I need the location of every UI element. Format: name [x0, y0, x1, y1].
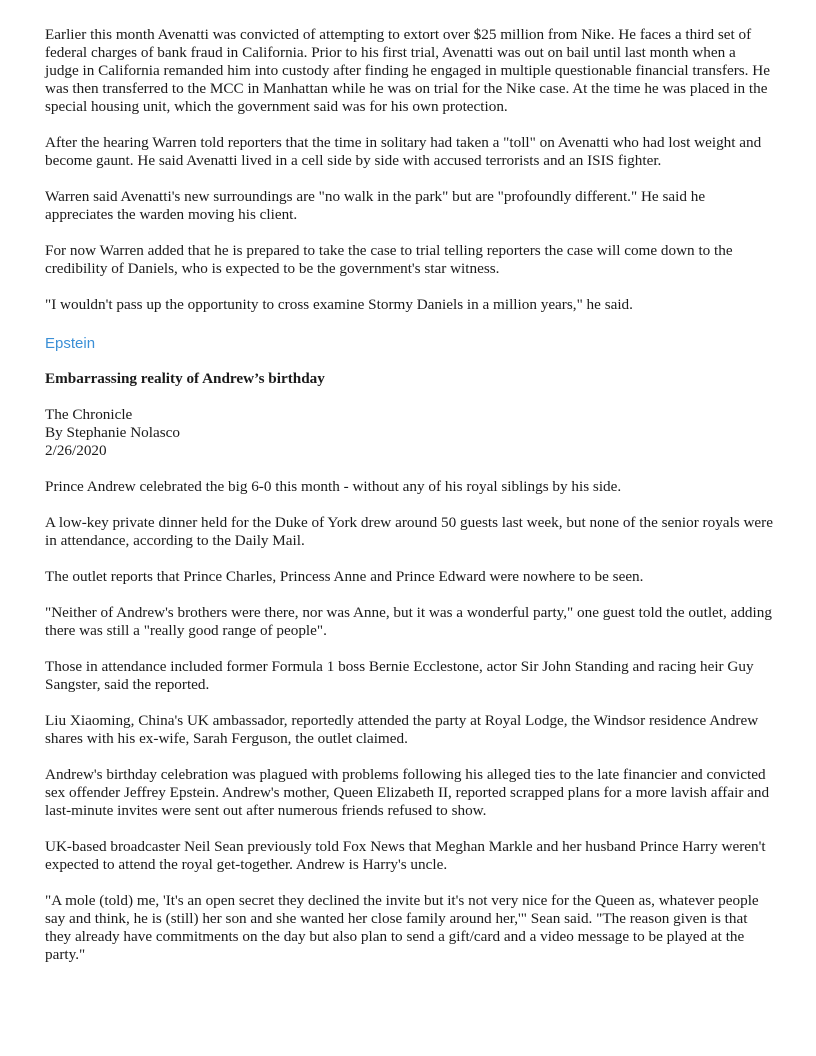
body-paragraph: Earlier this month Avenatti was convicted of attempting to extort over $25 million from Nike. He faces a third set of federal charges of bank fraud in California. Prior to his first trial, Avenatti was out on bail until last month when a judge in California remanded him into custody after finding he engaged in multiple questionable financial transfers. He was then transferred to the MCC in Manhattan while he was on trial for the Nike case. At the time he was placed in the special housing unit, which the government said was for his own protection. — [45, 26, 770, 115]
body-paragraph: Warren said Avenatti's new surroundings are "no walk in the park" but are "profoundly different." He said he appreciates the warden moving his client. — [45, 188, 706, 223]
article-headline: Embarrassing reality of Andrew’s birthday — [45, 370, 325, 387]
article-paragraph: Andrew's birthday celebration was plagued with problems following his alleged ties to the late financier and convicted sex offender Jeffrey Epstein. Andrew's mother, Queen Elizabeth II, reported scrapped plans for a more lavish affair and last-minute invites were sent out after numerous friends refused to show. — [45, 766, 770, 819]
article-paragraph: UK-based broadcaster Neil Sean previously told Fox News that Meghan Markle and her husband Prince Harry weren't expected to attend the royal get-together. Andrew is Harry's uncle. — [45, 838, 766, 873]
article-paragraph: The outlet reports that Prince Charles, Princess Anne and Prince Edward were nowhere to be seen. — [45, 568, 644, 585]
article-source: The Chronicle — [45, 406, 133, 423]
article-byline — [45, 406, 773, 460]
article-paragraph: A low-key private dinner held for the Duke of York drew around 50 guests last week, but none of the senior royals were in attendance, according to the Daily Mail. — [45, 514, 773, 549]
article-paragraph: "A mole (told) me, 'It's an open secret they declined the invite but it's not very nice for the Queen as, whatever people say and think, he is (still) her son and she wanted her close family around her,'" Sean said. "The reason given is that they already have commitments on the day but also plan to send a gift/card and a video message to be played at the party." — [45, 892, 759, 963]
article-paragraph: "Neither of Andrew's brothers were there, nor was Anne, but it was a wonderful party," one guest told the outlet, adding there was still a "really good range of people". — [45, 604, 772, 639]
article-paragraph: Prince Andrew celebrated the big 6-0 this month - without any of his royal siblings by his side. — [45, 478, 622, 495]
article-paragraph: Liu Xiaoming, China's UK ambassador, reportedly attended the party at Royal Lodge, the Windsor residence Andrew shares with his ex-wife, Sarah Ferguson, the outlet claimed. — [45, 712, 759, 747]
body-paragraph: For now Warren added that he is prepared to take the case to trial telling reporters the case will come down to the credibility of Daniels, who is expected to be the government's star witness. — [45, 242, 733, 277]
body-paragraph: "I wouldn't pass up the opportunity to cross examine Stormy Daniels in a million years," he said. — [45, 296, 633, 313]
document-page — [45, 26, 773, 982]
article-paragraph: Those in attendance included former Formula 1 boss Bernie Ecclestone, actor Sir John Standing and racing heir Guy Sangster, said the reported. — [45, 658, 754, 693]
body-paragraph: After the hearing Warren told reporters that the time in solitary had taken a "toll" on Avenatti who had lost weight and become gaunt. He said Avenatti lived in a cell side by side with accused terrorists and an ISIS fighter. — [45, 134, 762, 169]
article-author: By Stephanie Nolasco — [45, 424, 180, 441]
article-date: 2/26/2020 — [45, 442, 107, 459]
section-heading: Epstein — [45, 335, 96, 352]
